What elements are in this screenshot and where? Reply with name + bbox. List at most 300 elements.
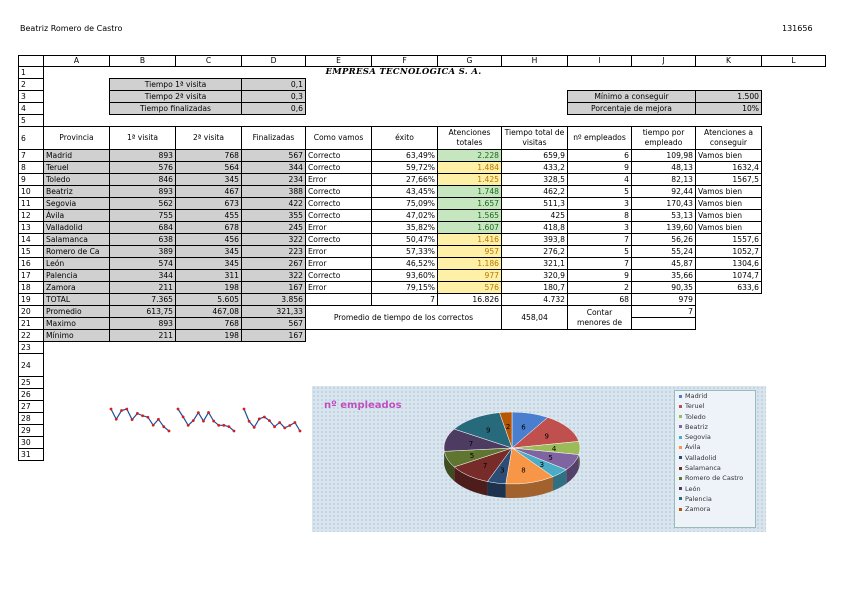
empty-cell[interactable]: [372, 342, 438, 354]
provincia-cell[interactable]: Valladolid: [44, 222, 110, 234]
promedio-correctos-label[interactable]: Promedio de tiempo de los correctos: [306, 306, 502, 330]
empty-cell[interactable]: [306, 103, 372, 115]
contar-label[interactable]: Contar menores de: [568, 306, 632, 330]
provincia-cell[interactable]: Segovia: [44, 198, 110, 210]
estado-cell[interactable]: Correcto: [306, 162, 372, 174]
value-cell[interactable]: 455: [176, 210, 242, 222]
total-value[interactable]: 68: [568, 294, 632, 306]
empty-cell[interactable]: [176, 389, 242, 401]
empty-cell[interactable]: [372, 354, 438, 377]
tiempo-empleado-cell[interactable]: 92,44: [632, 186, 696, 198]
value-cell[interactable]: 456: [176, 234, 242, 246]
estado-cell[interactable]: Error: [306, 222, 372, 234]
provincia-cell[interactable]: Madrid: [44, 150, 110, 162]
atenciones-cell[interactable]: 1.657: [438, 198, 502, 210]
porcentaje-value[interactable]: 10%: [696, 103, 762, 115]
total-value[interactable]: 979: [632, 294, 696, 306]
empleados-cell[interactable]: 5: [568, 246, 632, 258]
empty-cell[interactable]: [696, 115, 762, 127]
atenciones-cell[interactable]: 1.565: [438, 210, 502, 222]
value-cell[interactable]: 167: [242, 282, 306, 294]
empty-cell[interactable]: [438, 354, 502, 377]
tiempo-total-cell[interactable]: 659,9: [502, 150, 568, 162]
empty-cell[interactable]: [762, 270, 826, 282]
stat-value[interactable]: 613,75: [110, 306, 176, 318]
column-header-d[interactable]: D: [242, 56, 306, 67]
empty-cell[interactable]: [502, 115, 568, 127]
provincia-cell[interactable]: León: [44, 258, 110, 270]
value-cell[interactable]: 467: [176, 186, 242, 198]
atenciones-conseguir-cell[interactable]: 1052,7: [696, 246, 762, 258]
empty-cell[interactable]: [110, 354, 176, 377]
empleados-cell[interactable]: 4: [568, 174, 632, 186]
row-number[interactable]: 19: [19, 294, 44, 306]
tiempo-empleado-cell[interactable]: 170,43: [632, 198, 696, 210]
empty-cell[interactable]: [762, 150, 826, 162]
row-number[interactable]: 29: [19, 425, 44, 437]
column-header-c[interactable]: C: [176, 56, 242, 67]
empleados-cell[interactable]: 3: [568, 222, 632, 234]
empty-cell[interactable]: [44, 79, 110, 91]
empty-cell[interactable]: [762, 306, 826, 318]
empty-cell[interactable]: [696, 342, 762, 354]
total-value[interactable]: 7: [372, 294, 438, 306]
empty-cell[interactable]: [762, 342, 826, 354]
param-label[interactable]: Tiempo 2ª visita: [110, 91, 242, 103]
column-header-i[interactable]: I: [568, 56, 632, 67]
header-cell[interactable]: Como vamos: [306, 127, 372, 150]
empty-cell[interactable]: [632, 79, 696, 91]
exito-cell[interactable]: 75,09%: [372, 198, 438, 210]
empleados-cell[interactable]: 5: [568, 186, 632, 198]
exito-cell[interactable]: 35,82%: [372, 222, 438, 234]
empty-cell[interactable]: [242, 389, 306, 401]
estado-cell[interactable]: Error: [306, 246, 372, 258]
value-cell[interactable]: 267: [242, 258, 306, 270]
empty-cell[interactable]: [44, 103, 110, 115]
header-cell[interactable]: nº empleados: [568, 127, 632, 150]
row-number[interactable]: 27: [19, 401, 44, 413]
empty-cell[interactable]: [762, 127, 826, 150]
tiempo-empleado-cell[interactable]: 109,98: [632, 150, 696, 162]
header-cell[interactable]: Provincia: [44, 127, 110, 150]
empty-cell[interactable]: [372, 79, 438, 91]
empty-cell[interactable]: [176, 67, 242, 79]
empty-cell[interactable]: [242, 67, 306, 79]
empty-cell[interactable]: [110, 377, 176, 389]
estado-cell[interactable]: Error: [306, 174, 372, 186]
promedio-correctos-value[interactable]: 458,04: [502, 306, 568, 330]
header-cell[interactable]: 2ª visita: [176, 127, 242, 150]
empty-cell[interactable]: [44, 354, 110, 377]
empty-cell[interactable]: [110, 67, 176, 79]
total-value[interactable]: 16.826: [438, 294, 502, 306]
value-cell[interactable]: 245: [242, 222, 306, 234]
empty-cell[interactable]: [696, 330, 762, 342]
empty-cell[interactable]: [110, 342, 176, 354]
total-value[interactable]: 7.365: [110, 294, 176, 306]
row-number[interactable]: 8: [19, 162, 44, 174]
sheet-title[interactable]: EMPRESA TECNOLÓGICA S. A.: [325, 67, 482, 78]
column-header-h[interactable]: H: [502, 56, 568, 67]
value-cell[interactable]: 893: [110, 186, 176, 198]
empty-cell[interactable]: [502, 354, 568, 377]
empty-cell[interactable]: [762, 162, 826, 174]
empty-cell[interactable]: [306, 342, 372, 354]
estado-cell[interactable]: Correcto: [306, 198, 372, 210]
header-cell[interactable]: Atenciones a conseguir: [696, 127, 762, 150]
exito-cell[interactable]: 63,49%: [372, 150, 438, 162]
empty-cell[interactable]: [502, 91, 568, 103]
estado-cell[interactable]: Correcto: [306, 210, 372, 222]
value-cell[interactable]: 389: [110, 246, 176, 258]
empty-cell[interactable]: [44, 377, 110, 389]
empty-cell[interactable]: [762, 174, 826, 186]
tiempo-empleado-cell[interactable]: 55,24: [632, 246, 696, 258]
atenciones-cell[interactable]: 1.607: [438, 222, 502, 234]
stat-label[interactable]: Promedio: [44, 306, 110, 318]
empty-cell[interactable]: [632, 67, 696, 79]
column-header-l[interactable]: L: [762, 56, 826, 67]
value-cell[interactable]: 678: [176, 222, 242, 234]
value-cell[interactable]: 322: [242, 234, 306, 246]
empty-cell[interactable]: [502, 79, 568, 91]
row-number[interactable]: 16: [19, 258, 44, 270]
empty-cell[interactable]: [762, 222, 826, 234]
empty-cell[interactable]: [632, 354, 696, 377]
empty-cell[interactable]: [242, 437, 306, 449]
empty-cell[interactable]: [762, 318, 826, 330]
row-number[interactable]: 5: [19, 115, 44, 127]
stat-value[interactable]: 167: [242, 330, 306, 342]
contar-value[interactable]: 7: [632, 306, 696, 318]
empty-cell[interactable]: [438, 91, 502, 103]
empty-cell[interactable]: [502, 342, 568, 354]
empty-cell[interactable]: [242, 449, 306, 461]
value-cell[interactable]: 345: [176, 174, 242, 186]
value-cell[interactable]: 311: [176, 270, 242, 282]
row-number[interactable]: 14: [19, 234, 44, 246]
value-cell[interactable]: 755: [110, 210, 176, 222]
empty-cell[interactable]: [762, 258, 826, 270]
tiempo-total-cell[interactable]: 418,8: [502, 222, 568, 234]
empty-cell[interactable]: [242, 354, 306, 377]
provincia-cell[interactable]: Toledo: [44, 174, 110, 186]
tiempo-empleado-cell[interactable]: 90,35: [632, 282, 696, 294]
empleados-cell[interactable]: 3: [568, 198, 632, 210]
empty-cell[interactable]: [762, 425, 826, 437]
param-label[interactable]: Tiempo 1ª visita: [110, 79, 242, 91]
empty-cell[interactable]: [762, 79, 826, 91]
empty-cell[interactable]: [632, 318, 696, 330]
value-cell[interactable]: 344: [110, 270, 176, 282]
empty-cell[interactable]: [762, 67, 826, 79]
value-cell[interactable]: 574: [110, 258, 176, 270]
value-cell[interactable]: 846: [110, 174, 176, 186]
tiempo-total-cell[interactable]: 320,9: [502, 270, 568, 282]
row-number[interactable]: 10: [19, 186, 44, 198]
empty-cell[interactable]: [762, 115, 826, 127]
estado-cell[interactable]: Error: [306, 282, 372, 294]
stat-label[interactable]: Maximo: [44, 318, 110, 330]
value-cell[interactable]: 344: [242, 162, 306, 174]
empty-cell[interactable]: [306, 91, 372, 103]
empty-cell[interactable]: [568, 79, 632, 91]
empleados-cell[interactable]: 8: [568, 210, 632, 222]
atenciones-cell[interactable]: 1.484: [438, 162, 502, 174]
empty-cell[interactable]: [502, 67, 568, 79]
row-number[interactable]: 21: [19, 318, 44, 330]
estado-cell[interactable]: Error: [306, 258, 372, 270]
param-value[interactable]: 0,3: [242, 91, 306, 103]
atenciones-conseguir-cell[interactable]: Vamos bien: [696, 210, 762, 222]
empty-cell[interactable]: [696, 67, 762, 79]
atenciones-conseguir-cell[interactable]: 1567,5: [696, 174, 762, 186]
atenciones-cell[interactable]: 576: [438, 282, 502, 294]
param-value[interactable]: 0,1: [242, 79, 306, 91]
tiempo-total-cell[interactable]: 321,1: [502, 258, 568, 270]
value-cell[interactable]: 422: [242, 198, 306, 210]
empty-cell[interactable]: [372, 103, 438, 115]
empty-cell[interactable]: [110, 389, 176, 401]
header-cell[interactable]: tiempo por empleado: [632, 127, 696, 150]
empty-cell[interactable]: [826, 91, 831, 103]
value-cell[interactable]: 564: [176, 162, 242, 174]
empty-cell[interactable]: [110, 449, 176, 461]
total-value[interactable]: 4.732: [502, 294, 568, 306]
corner-cell[interactable]: [19, 56, 44, 67]
row-number[interactable]: 30: [19, 437, 44, 449]
tiempo-empleado-cell[interactable]: 56,26: [632, 234, 696, 246]
empty-cell[interactable]: [762, 186, 826, 198]
column-header-g[interactable]: G: [438, 56, 502, 67]
row-number[interactable]: 13: [19, 222, 44, 234]
empty-cell[interactable]: [696, 318, 762, 330]
exito-cell[interactable]: 79,15%: [372, 282, 438, 294]
exito-cell[interactable]: 47,02%: [372, 210, 438, 222]
empty-cell[interactable]: [372, 330, 438, 342]
atenciones-cell[interactable]: 1.186: [438, 258, 502, 270]
provincia-cell[interactable]: Teruel: [44, 162, 110, 174]
exito-cell[interactable]: 43,45%: [372, 186, 438, 198]
atenciones-conseguir-cell[interactable]: Vamos bien: [696, 186, 762, 198]
stat-value[interactable]: 567: [242, 318, 306, 330]
empty-cell[interactable]: [568, 354, 632, 377]
exito-cell[interactable]: 93,60%: [372, 270, 438, 282]
empleados-cell[interactable]: 2: [568, 282, 632, 294]
provincia-cell[interactable]: Ávila: [44, 210, 110, 222]
row-number[interactable]: 15: [19, 246, 44, 258]
empty-cell[interactable]: [176, 115, 242, 127]
empty-cell[interactable]: [762, 449, 826, 461]
atenciones-cell[interactable]: 2.228: [438, 150, 502, 162]
value-cell[interactable]: 322: [242, 270, 306, 282]
tiempo-empleado-cell[interactable]: 45,87: [632, 258, 696, 270]
empty-cell[interactable]: [44, 91, 110, 103]
empty-cell[interactable]: [44, 437, 110, 449]
empty-cell[interactable]: [44, 67, 110, 79]
value-cell[interactable]: 211: [110, 282, 176, 294]
empty-cell[interactable]: [762, 246, 826, 258]
row-number[interactable]: 26: [19, 389, 44, 401]
row-number[interactable]: 9: [19, 174, 44, 186]
empty-cell[interactable]: [762, 354, 826, 377]
estado-cell[interactable]: Correcto: [306, 270, 372, 282]
tiempo-empleado-cell[interactable]: 35,66: [632, 270, 696, 282]
column-header-j[interactable]: J: [632, 56, 696, 67]
estado-cell[interactable]: Correcto: [306, 234, 372, 246]
empty-cell[interactable]: [438, 115, 502, 127]
tiempo-empleado-cell[interactable]: 53,13: [632, 210, 696, 222]
row-number[interactable]: 25: [19, 377, 44, 389]
empty-cell[interactable]: [568, 330, 632, 342]
empleados-cell[interactable]: 6: [568, 150, 632, 162]
empty-cell[interactable]: [110, 115, 176, 127]
empty-cell[interactable]: [502, 330, 568, 342]
empty-cell[interactable]: [632, 330, 696, 342]
row-number[interactable]: 18: [19, 282, 44, 294]
empty-cell[interactable]: [762, 282, 826, 294]
empleados-cell[interactable]: 7: [568, 234, 632, 246]
atenciones-conseguir-cell[interactable]: 1304,6: [696, 258, 762, 270]
empty-cell[interactable]: [176, 377, 242, 389]
empty-cell[interactable]: [762, 198, 826, 210]
empty-cell[interactable]: [306, 294, 372, 306]
empty-cell[interactable]: [632, 115, 696, 127]
value-cell[interactable]: 345: [176, 258, 242, 270]
minimo-value[interactable]: 1.500: [696, 91, 762, 103]
empty-cell[interactable]: [44, 425, 110, 437]
row-number[interactable]: 20: [19, 306, 44, 318]
empty-cell[interactable]: [110, 437, 176, 449]
stat-value[interactable]: 321,33: [242, 306, 306, 318]
stat-value[interactable]: 768: [176, 318, 242, 330]
atenciones-conseguir-cell[interactable]: 1557,6: [696, 234, 762, 246]
empty-cell[interactable]: [762, 330, 826, 342]
atenciones-cell[interactable]: 1.748: [438, 186, 502, 198]
empty-cell[interactable]: [826, 103, 831, 115]
column-header-k[interactable]: K: [696, 56, 762, 67]
value-cell[interactable]: 223: [242, 246, 306, 258]
value-cell[interactable]: 562: [110, 198, 176, 210]
total-value[interactable]: 5.605: [176, 294, 242, 306]
empty-cell[interactable]: [762, 377, 826, 389]
value-cell[interactable]: 234: [242, 174, 306, 186]
empty-cell[interactable]: [438, 342, 502, 354]
empty-cell[interactable]: [242, 342, 306, 354]
empty-cell[interactable]: [438, 330, 502, 342]
stat-value[interactable]: 467,08: [176, 306, 242, 318]
row-number[interactable]: 6: [19, 127, 44, 150]
empty-cell[interactable]: [762, 437, 826, 449]
row-number[interactable]: 22: [19, 330, 44, 342]
exito-cell[interactable]: 46,52%: [372, 258, 438, 270]
atenciones-cell[interactable]: 1.425: [438, 174, 502, 186]
empty-cell[interactable]: [242, 377, 306, 389]
empty-cell[interactable]: [44, 389, 110, 401]
provincia-cell[interactable]: Salamanca: [44, 234, 110, 246]
row-number[interactable]: 31: [19, 449, 44, 461]
empty-cell[interactable]: [568, 115, 632, 127]
header-cell[interactable]: Atenciones totales: [438, 127, 502, 150]
empty-cell[interactable]: [696, 306, 762, 318]
exito-cell[interactable]: 57,33%: [372, 246, 438, 258]
estado-cell[interactable]: Correcto: [306, 150, 372, 162]
exito-cell[interactable]: 59,72%: [372, 162, 438, 174]
tiempo-total-cell[interactable]: 425: [502, 210, 568, 222]
empty-cell[interactable]: [696, 354, 762, 377]
exito-cell[interactable]: 50,47%: [372, 234, 438, 246]
param-label[interactable]: Tiempo finalizadas: [110, 103, 242, 115]
value-cell[interactable]: 768: [176, 150, 242, 162]
row-number[interactable]: 7: [19, 150, 44, 162]
atenciones-conseguir-cell[interactable]: Vamos bien: [696, 198, 762, 210]
value-cell[interactable]: 388: [242, 186, 306, 198]
empleados-cell[interactable]: 7: [568, 258, 632, 270]
value-cell[interactable]: 567: [242, 150, 306, 162]
tiempo-total-cell[interactable]: 328,5: [502, 174, 568, 186]
empty-cell[interactable]: [438, 103, 502, 115]
header-cell[interactable]: 1ª visita: [110, 127, 176, 150]
empty-cell[interactable]: [438, 79, 502, 91]
header-cell[interactable]: éxito: [372, 127, 438, 150]
value-cell[interactable]: 198: [176, 282, 242, 294]
row-number[interactable]: 23: [19, 342, 44, 354]
atenciones-conseguir-cell[interactable]: Vamos bien: [696, 150, 762, 162]
row-number[interactable]: 4: [19, 103, 44, 115]
column-header-e[interactable]: E: [306, 56, 372, 67]
tiempo-total-cell[interactable]: 276,2: [502, 246, 568, 258]
tiempo-total-cell[interactable]: 393,8: [502, 234, 568, 246]
row-number[interactable]: 12: [19, 210, 44, 222]
atenciones-cell[interactable]: 957: [438, 246, 502, 258]
empty-cell[interactable]: [176, 354, 242, 377]
empty-cell[interactable]: [44, 413, 110, 425]
atenciones-conseguir-cell[interactable]: Vamos bien: [696, 222, 762, 234]
value-cell[interactable]: 638: [110, 234, 176, 246]
minimo-label[interactable]: Mínimo a conseguir: [568, 91, 696, 103]
empty-cell[interactable]: [568, 67, 632, 79]
atenciones-cell[interactable]: 977: [438, 270, 502, 282]
empleados-cell[interactable]: 9: [568, 270, 632, 282]
tiempo-total-cell[interactable]: 180,7: [502, 282, 568, 294]
header-cell[interactable]: Tiempo total de visitas: [502, 127, 568, 150]
empty-cell[interactable]: [372, 115, 438, 127]
row-number[interactable]: 24: [19, 354, 44, 377]
value-cell[interactable]: 355: [242, 210, 306, 222]
empty-cell[interactable]: [44, 449, 110, 461]
atenciones-cell[interactable]: 1.416: [438, 234, 502, 246]
empty-cell[interactable]: [176, 449, 242, 461]
empty-cell[interactable]: [762, 294, 826, 306]
stat-value[interactable]: 198: [176, 330, 242, 342]
tiempo-empleado-cell[interactable]: 82,13: [632, 174, 696, 186]
total-value[interactable]: 3.856: [242, 294, 306, 306]
empty-cell[interactable]: [762, 389, 826, 401]
provincia-cell[interactable]: Romero de Ca: [44, 246, 110, 258]
stat-value[interactable]: 893: [110, 318, 176, 330]
column-header-f[interactable]: F: [372, 56, 438, 67]
empty-cell[interactable]: [306, 115, 372, 127]
empty-cell[interactable]: [762, 210, 826, 222]
row-number[interactable]: 2: [19, 79, 44, 91]
empty-cell[interactable]: [306, 79, 372, 91]
empty-cell[interactable]: [696, 294, 762, 306]
exito-cell[interactable]: 27,66%: [372, 174, 438, 186]
tiempo-total-cell[interactable]: 511,3: [502, 198, 568, 210]
tiempo-total-cell[interactable]: 462,2: [502, 186, 568, 198]
empty-cell[interactable]: [696, 79, 762, 91]
